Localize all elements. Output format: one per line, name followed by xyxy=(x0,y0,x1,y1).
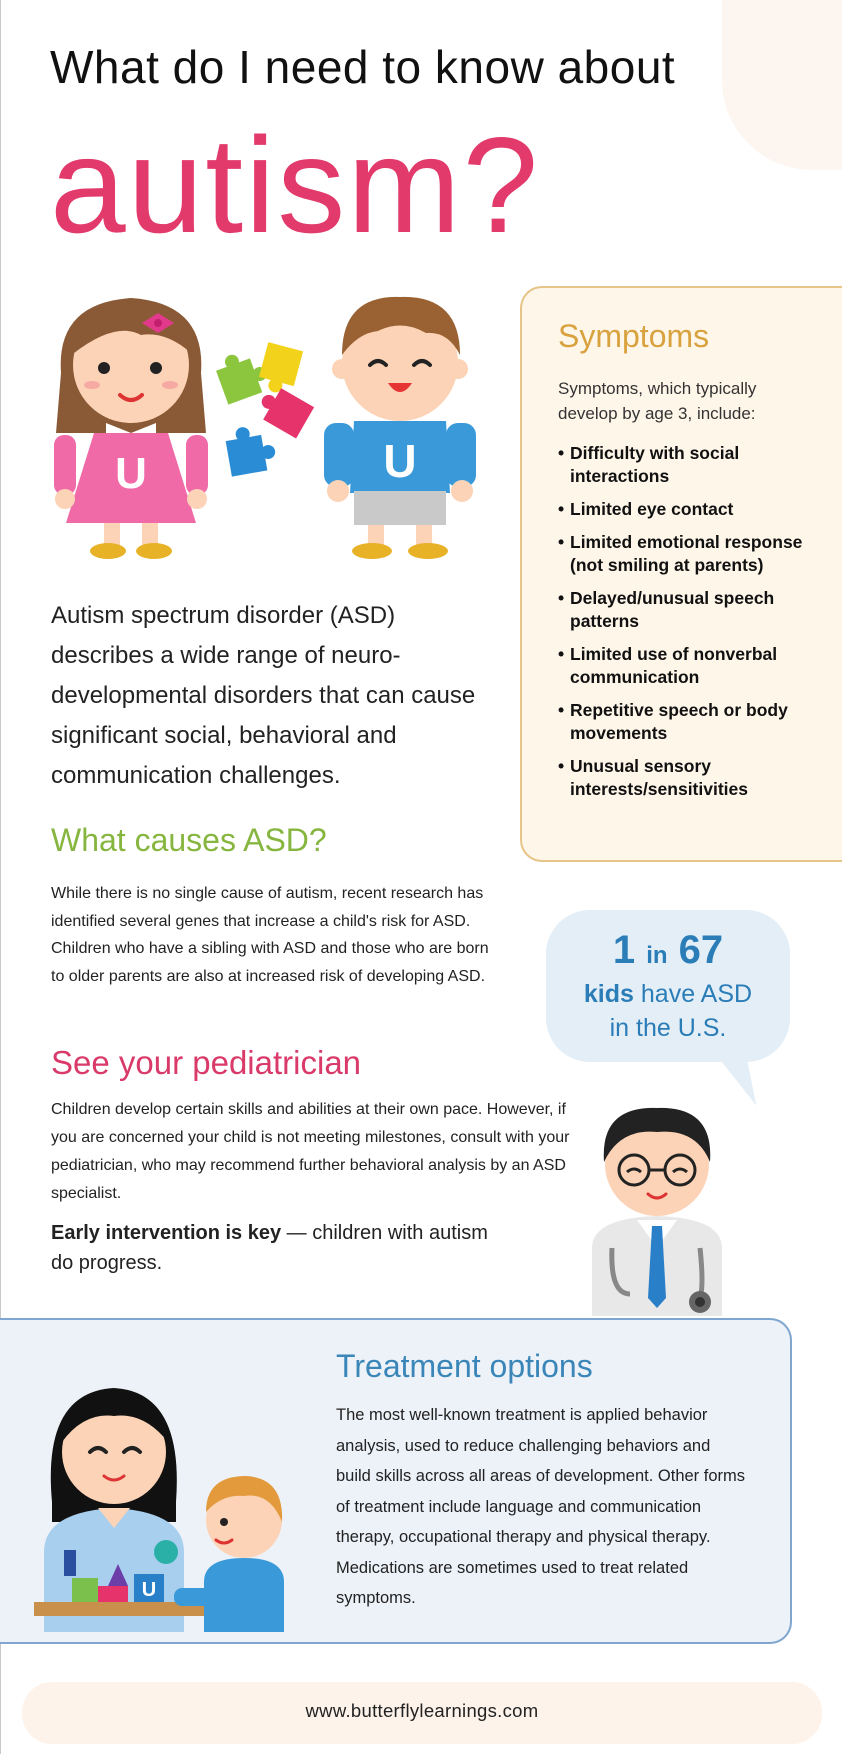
symptoms-title: Symptoms xyxy=(558,318,710,354)
block-letter: U xyxy=(141,1579,157,1601)
symptom-item: • Unusual sensory interests/sensitivities xyxy=(558,755,828,801)
symptoms-intro: Symptoms, which typically develop by age 3, include: xyxy=(558,379,757,423)
stat-have-asd: have ASD xyxy=(640,980,753,1008)
treatment-paragraph: The most well-known treatment is applied behavior analysis, used to reduce challenging behaviors and build skills across all areas of development. Other forms of treatment include language and communication therapy, occupational therapy and physical therapy. Medications are sometimes used to treat related symptoms. xyxy=(336,1406,746,1607)
stat-kids: kids xyxy=(583,980,634,1008)
girl-illustration xyxy=(46,283,216,563)
stat-ratio xyxy=(546,928,790,973)
stat-location: in the U.S. xyxy=(609,1014,727,1042)
early-intervention-note xyxy=(51,1218,491,1278)
puzzle-pieces-icon xyxy=(210,338,325,488)
symptom-item: • Difficulty with social interactions xyxy=(558,442,828,488)
symptom-item: • Limited eye contact xyxy=(558,498,828,521)
symptoms-list xyxy=(558,442,828,811)
causes-heading: What causes ASD? xyxy=(51,822,327,858)
stat-number-b: 67 xyxy=(678,928,724,972)
early-intervention-bold: Early intervention is key xyxy=(51,1222,282,1244)
boy-illustration xyxy=(318,283,482,563)
shirt-letter: U xyxy=(115,449,147,498)
stat-speech-bubble xyxy=(546,910,790,1062)
symptom-item: • Limited use of nonverbal communication xyxy=(558,643,828,689)
symptom-item: • Delayed/unusual speech patterns xyxy=(558,587,828,633)
symptom-item: • Repetitive speech or body movements xyxy=(558,699,828,745)
doctor-illustration xyxy=(572,1098,742,1316)
causes-paragraph: While there is no single cause of autism, recent research has identified several genes that increase a child's risk for ASD. Children who have a sibling with ASD and those who are born to older parents are also at increased risk of developing ASD. xyxy=(51,885,489,985)
footer-bar xyxy=(22,1682,822,1744)
treatment-panel xyxy=(0,1318,792,1644)
stat-connector: in xyxy=(646,942,668,969)
stat-line-kids xyxy=(546,980,790,1009)
pediatrician-paragraph: Children develop certain skills and abilities at their own pace. However, if you are concerned your child is not meeting milestones, consult with your pediatrician, who may recommend further behavioral analysis by an ASD specialist. xyxy=(51,1101,570,1202)
title-autism: autism? xyxy=(50,109,541,261)
symptom-item: • Limited emotional response (not smiling at parents) xyxy=(558,531,828,577)
therapy-illustration xyxy=(34,1372,306,1632)
shirt-letter: U xyxy=(383,435,417,487)
title-line: What do I need to know about xyxy=(50,41,676,93)
corner-decoration xyxy=(722,0,842,170)
treatment-heading: Treatment options xyxy=(336,1348,593,1384)
symptoms-panel xyxy=(520,286,842,862)
footer-url-link[interactable]: www.butterflylearnings.com xyxy=(305,1700,539,1721)
pediatrician-heading: See your pediatrician xyxy=(51,1044,362,1081)
stat-number-a: 1 xyxy=(612,928,636,972)
intro-paragraph: Autism spectrum disorder (ASD) describes a wide range of neuro-developmental disorders that can cause significant social, behavioral and communication challenges. xyxy=(51,602,476,789)
early-intervention-rest: — children with autism do progress. xyxy=(51,1222,488,1274)
